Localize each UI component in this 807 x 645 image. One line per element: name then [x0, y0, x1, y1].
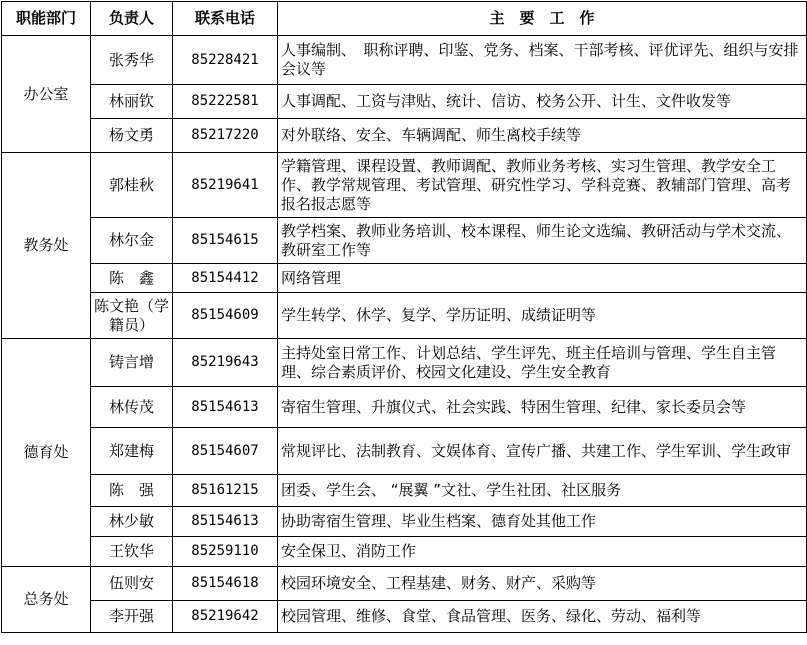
duty-table [1, 1, 807, 633]
header-department: 职能部门 [2, 2, 91, 36]
phone-cell: 85228421 [173, 36, 278, 85]
department-cell: 德育处 [2, 339, 91, 567]
person-cell: 铸言增 [91, 339, 173, 387]
table-row [2, 293, 807, 339]
phone-cell: 85219642 [173, 601, 278, 633]
phone-cell: 85161215 [173, 475, 278, 507]
phone-cell: 85154613 [173, 387, 278, 428]
phone-cell: 85219641 [173, 153, 278, 218]
person-cell: 张秀华 [91, 36, 173, 85]
table-row [2, 36, 807, 85]
department-cell: 办公室 [2, 36, 91, 153]
table-row [2, 475, 807, 507]
person-cell: 林丽钦 [91, 85, 173, 119]
duty-cell: 寄宿生管理、升旗仪式、社会实践、特困生管理、纪律、家长委员会等 [278, 387, 807, 428]
phone-cell: 85154609 [173, 293, 278, 339]
person-cell: 李开强 [91, 601, 173, 633]
duty-cell: 团委、学生会、 “展翼 ”文社、学生社团、社区服务 [278, 475, 807, 507]
phone-cell: 85154618 [173, 567, 278, 601]
table-row [2, 387, 807, 428]
table-row [2, 85, 807, 119]
phone-cell: 85259110 [173, 537, 278, 567]
header-phone: 联系电话 [173, 2, 278, 36]
phone-cell: 85222581 [173, 85, 278, 119]
duty-cell: 主持处室日常工作、计划总结、学生评先、班主任培训与管理、学生自主管理、综合素质评价、校园文化建设、学生安全教育 [278, 339, 807, 387]
person-cell: 陈 鑫 [91, 264, 173, 293]
table-row [2, 339, 807, 387]
duty-cell: 学籍管理、课程设置、教师调配、教师业务考核、实习生管理、教学安全工作、教学常规管理、考试管理、研究性学习、学科竞赛、教辅部门管理、高考报名报志愿等 [278, 153, 807, 218]
phone-cell: 85154613 [173, 507, 278, 537]
person-cell: 陈文艳（学籍员） [91, 293, 173, 339]
phone-cell: 85154615 [173, 218, 278, 264]
table-row [2, 537, 807, 567]
header-person: 负责人 [91, 2, 173, 36]
duty-cell: 协助寄宿生管理、毕业生档案、德育处其他工作 [278, 507, 807, 537]
duty-cell: 常规评比、法制教育、文娱体育、宣传广播、共建工作、学生军训、学生政审 [278, 428, 807, 475]
person-cell: 林尔金 [91, 218, 173, 264]
person-cell: 郑建梅 [91, 428, 173, 475]
duty-cell: 教学档案、教师业务培训、校本课程、师生论文选编、教研活动与学术交流、教研室工作等 [278, 218, 807, 264]
header-duties: 主 要 工 作 [278, 2, 807, 36]
phone-cell: 85154607 [173, 428, 278, 475]
table-row [2, 428, 807, 475]
duty-cell: 网络管理 [278, 264, 807, 293]
table-row [2, 507, 807, 537]
duty-cell: 人事编制、 职称评聘、印鉴、党务、档案、干部考核、评优评先、组织与安排会议等 [278, 36, 807, 85]
person-cell: 林传茂 [91, 387, 173, 428]
person-cell: 杨文勇 [91, 119, 173, 153]
phone-cell: 85219643 [173, 339, 278, 387]
phone-cell: 85217220 [173, 119, 278, 153]
duty-cell: 对外联络、安全、车辆调配、师生离校手续等 [278, 119, 807, 153]
person-cell: 林少敏 [91, 507, 173, 537]
table-row [2, 601, 807, 633]
department-cell: 教务处 [2, 153, 91, 339]
table-row [2, 567, 807, 601]
person-cell: 王钦华 [91, 537, 173, 567]
table-row [2, 218, 807, 264]
header-row [2, 2, 807, 36]
table-row [2, 119, 807, 153]
person-cell: 伍则安 [91, 567, 173, 601]
duty-cell: 学生转学、休学、复学、学历证明、成绩证明等 [278, 293, 807, 339]
person-cell: 郭桂秋 [91, 153, 173, 218]
duty-cell: 人事调配、工资与津贴、统计、信访、校务公开、计生、文件收发等 [278, 85, 807, 119]
table-row [2, 153, 807, 218]
person-cell: 陈 强 [91, 475, 173, 507]
phone-cell: 85154412 [173, 264, 278, 293]
duty-cell: 安全保卫、消防工作 [278, 537, 807, 567]
department-cell: 总务处 [2, 567, 91, 633]
duty-cell: 校园管理、维修、食堂、食品管理、医务、绿化、劳动、福利等 [278, 601, 807, 633]
table-row [2, 264, 807, 293]
duty-cell: 校园环境安全、工程基建、财务、财产、采购等 [278, 567, 807, 601]
